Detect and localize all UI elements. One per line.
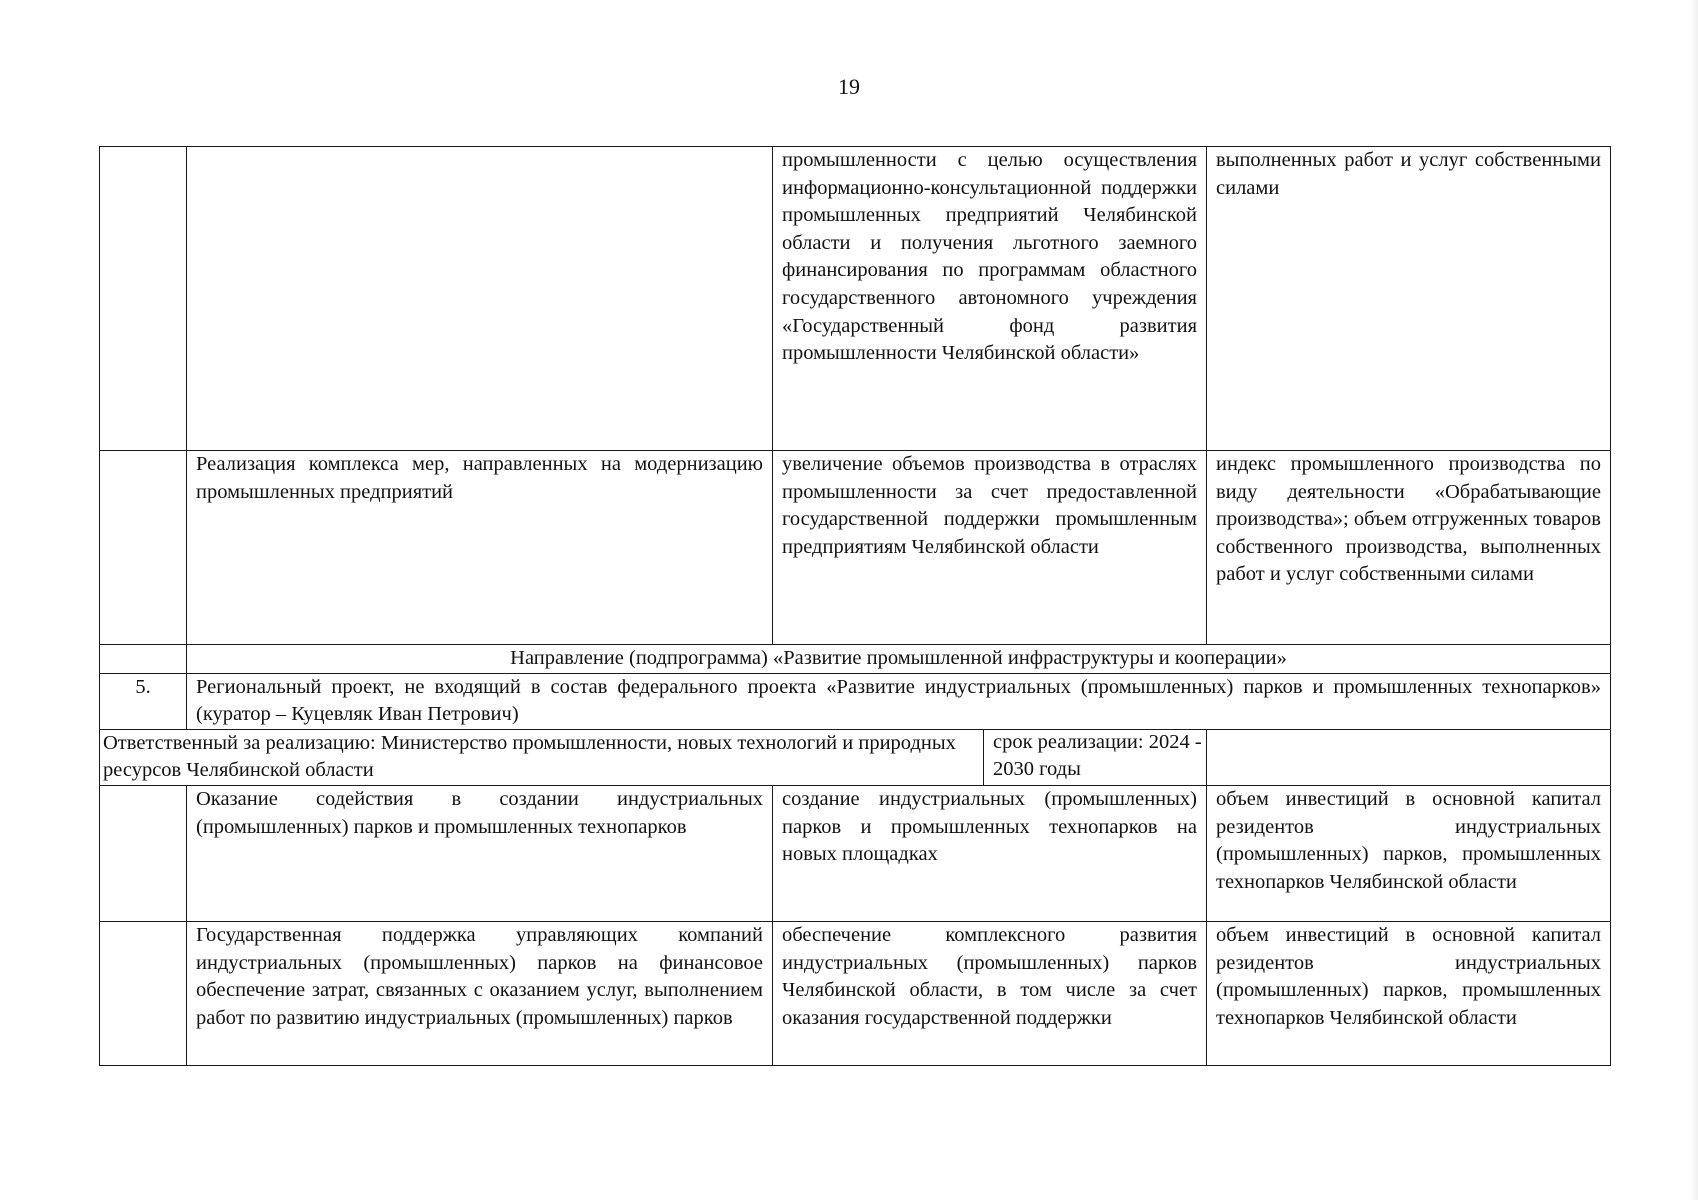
direction-heading: Направление (подпрограмма) «Развитие промышленной инфраструктуры и кооперации» (187, 645, 1611, 674)
responsible-row (100, 729, 1611, 785)
table-row (100, 147, 1611, 451)
cell-result: увеличение объемов производства в отраслях промышленности за счет предоставленной государственной поддержки промышленным предприятиям Челябинской области (773, 451, 1207, 645)
table-row (100, 921, 1611, 1065)
cell-number (100, 785, 187, 921)
cell-number (100, 645, 187, 674)
scan-edge (1690, 0, 1698, 1200)
implementation-period: срок реализации: 2024 - 2030 годы (983, 729, 1206, 785)
responsible-executor-text: Ответственный за реализацию: Министерство промышленности, новых технологий и природных ресурсов Челябинской области (103, 731, 956, 782)
page-number: 19 (838, 74, 860, 99)
project-title: Региональный проект, не входящий в состав федерального проекта «Развитие индустриальных (промышленных) парков и промышленных технопарков» (куратор – Куцевляк Иван Петрович) (187, 673, 1611, 729)
cell-indicator: объем инвестиций в основной капитал резидентов индустриальных (промышленных) парков, промышленных технопарков Челябинской области (1207, 785, 1611, 921)
cell-result: создание индустриальных (промышленных) парков и промышленных технопарков на новых площадках (773, 785, 1207, 921)
cell-measure: Реализация комплекса мер, направленных на модернизацию промышленных предприятий (187, 451, 773, 645)
cell-indicator: объем инвестиций в основной капитал резидентов индустриальных (промышленных) парков, промышленных технопарков Челябинской области (1207, 921, 1611, 1065)
cell-number (100, 147, 187, 451)
cell-result: промышленности с целью осуществления информационно-консультационной поддержки промышленных предприятий Челябинской области и получения льготного заемного финансирования по программам областного государственного автономного учреждения «Государственный фонд развития промышленности Челябинской области» (773, 147, 1207, 451)
table-row (100, 451, 1611, 645)
cell-measure: Оказание содействия в создании индустриальных (промышленных) парков и промышленных технопарков (187, 785, 773, 921)
program-table (99, 146, 1611, 1066)
responsible-executor (100, 729, 1207, 785)
cell-measure (187, 147, 773, 451)
project-number: 5. (100, 673, 187, 729)
cell-result: обеспечение комплексного развития индустриальных (промышленных) парков Челябинской области, в том числе за счет оказания государственной поддержки (773, 921, 1207, 1065)
project-row (100, 673, 1611, 729)
table-row (100, 785, 1611, 921)
cell-empty (1207, 729, 1611, 785)
cell-indicator: выполненных работ и услуг собственными силами (1207, 147, 1611, 451)
cell-measure: Государственная поддержка управляющих компаний индустриальных (промышленных) парков на финансовое обеспечение затрат, связанных с оказанием услуг, выполнением работ по развитию индустриальных (промышленных) парков (187, 921, 773, 1065)
cell-number (100, 451, 187, 645)
cell-indicator: индекс промышленного производства по виду деятельности «Обрабатывающие производства»; объем отгруженных товаров собственного производства, выполненных работ и услуг собственными силами (1207, 451, 1611, 645)
direction-row (100, 645, 1611, 674)
cell-number (100, 921, 187, 1065)
